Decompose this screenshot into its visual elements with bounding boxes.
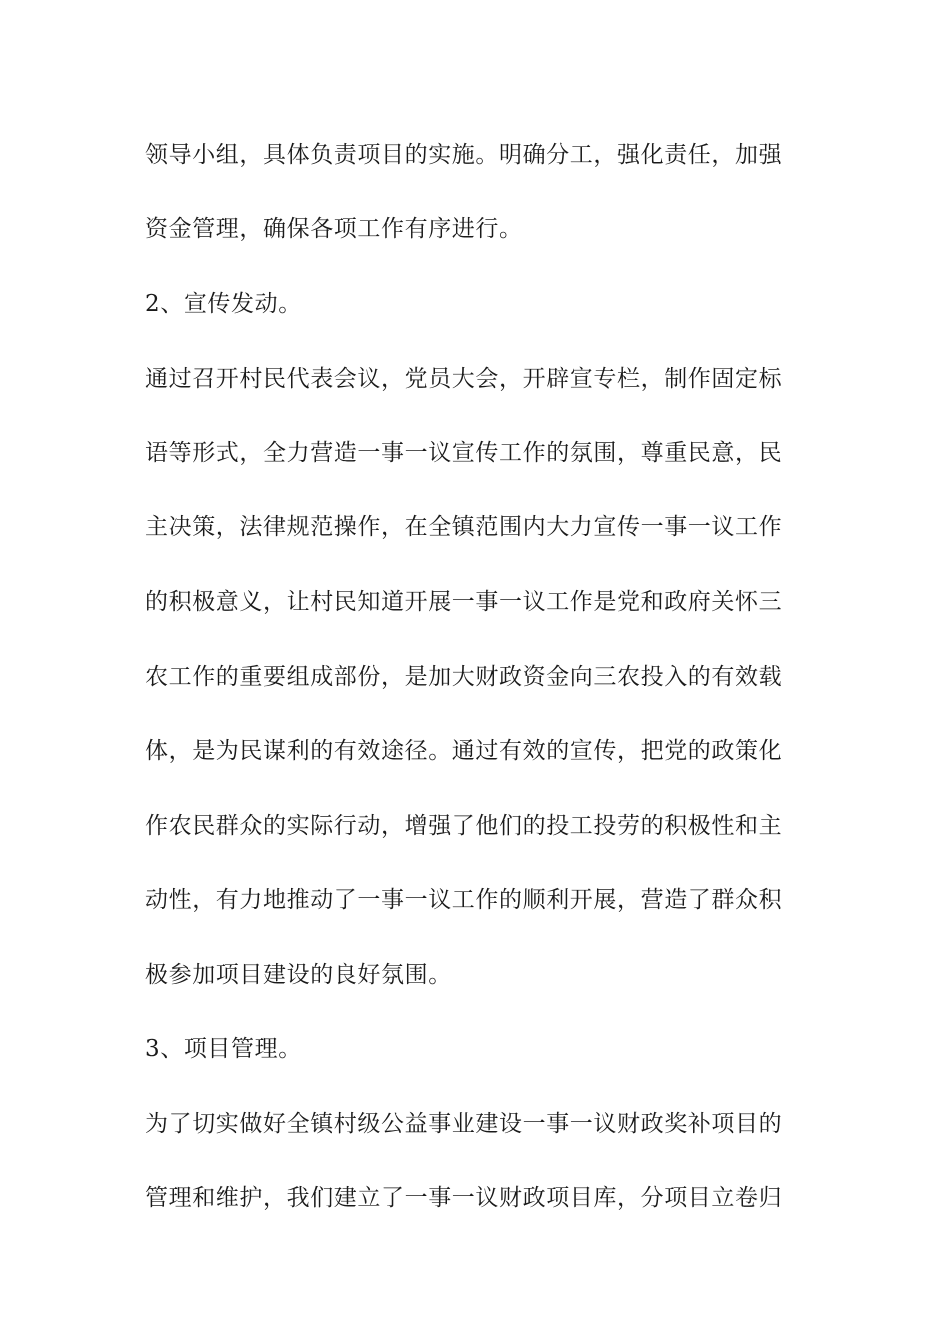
text-line: 主决策，法律规范操作，在全镇范围内大力宣传一事一议工作 <box>145 514 783 540</box>
text-line: 农工作的重要组成部份，是加大财政资金向三农投入的有效载 <box>145 664 783 690</box>
section-heading: 3、项目管理。 <box>145 1036 302 1062</box>
text-line: 语等形式，全力营造一事一议宣传工作的氛围，尊重民意，民 <box>145 440 783 466</box>
text-line: 资金管理，确保各项工作有序进行。 <box>145 216 523 242</box>
text-line: 管理和维护，我们建立了一事一议财政项目库，分项目立卷归 <box>145 1185 783 1211</box>
text-line: 的积极意义，让村民知道开展一事一议工作是党和政府关怀三 <box>145 589 783 615</box>
section-heading: 2、宣传发动。 <box>145 291 302 317</box>
text-line: 体，是为民谋利的有效途径。通过有效的宣传，把党的政策化 <box>145 738 783 764</box>
text-line: 极参加项目建设的良好氛围。 <box>145 962 452 988</box>
text-line: 领导小组，具体负责项目的实施。明确分工，强化责任，加强 <box>145 142 783 168</box>
text-line: 为了切实做好全镇村级公益事业建设一事一议财政奖补项目的 <box>145 1111 783 1137</box>
text-line: 动性，有力地推动了一事一议工作的顺利开展，营造了群众积 <box>145 887 783 913</box>
text-line: 通过召开村民代表会议，党员大会，开辟宣专栏，制作固定标 <box>145 366 783 392</box>
text-line: 作农民群众的实际行动，增强了他们的投工投劳的积极性和主 <box>145 813 783 839</box>
